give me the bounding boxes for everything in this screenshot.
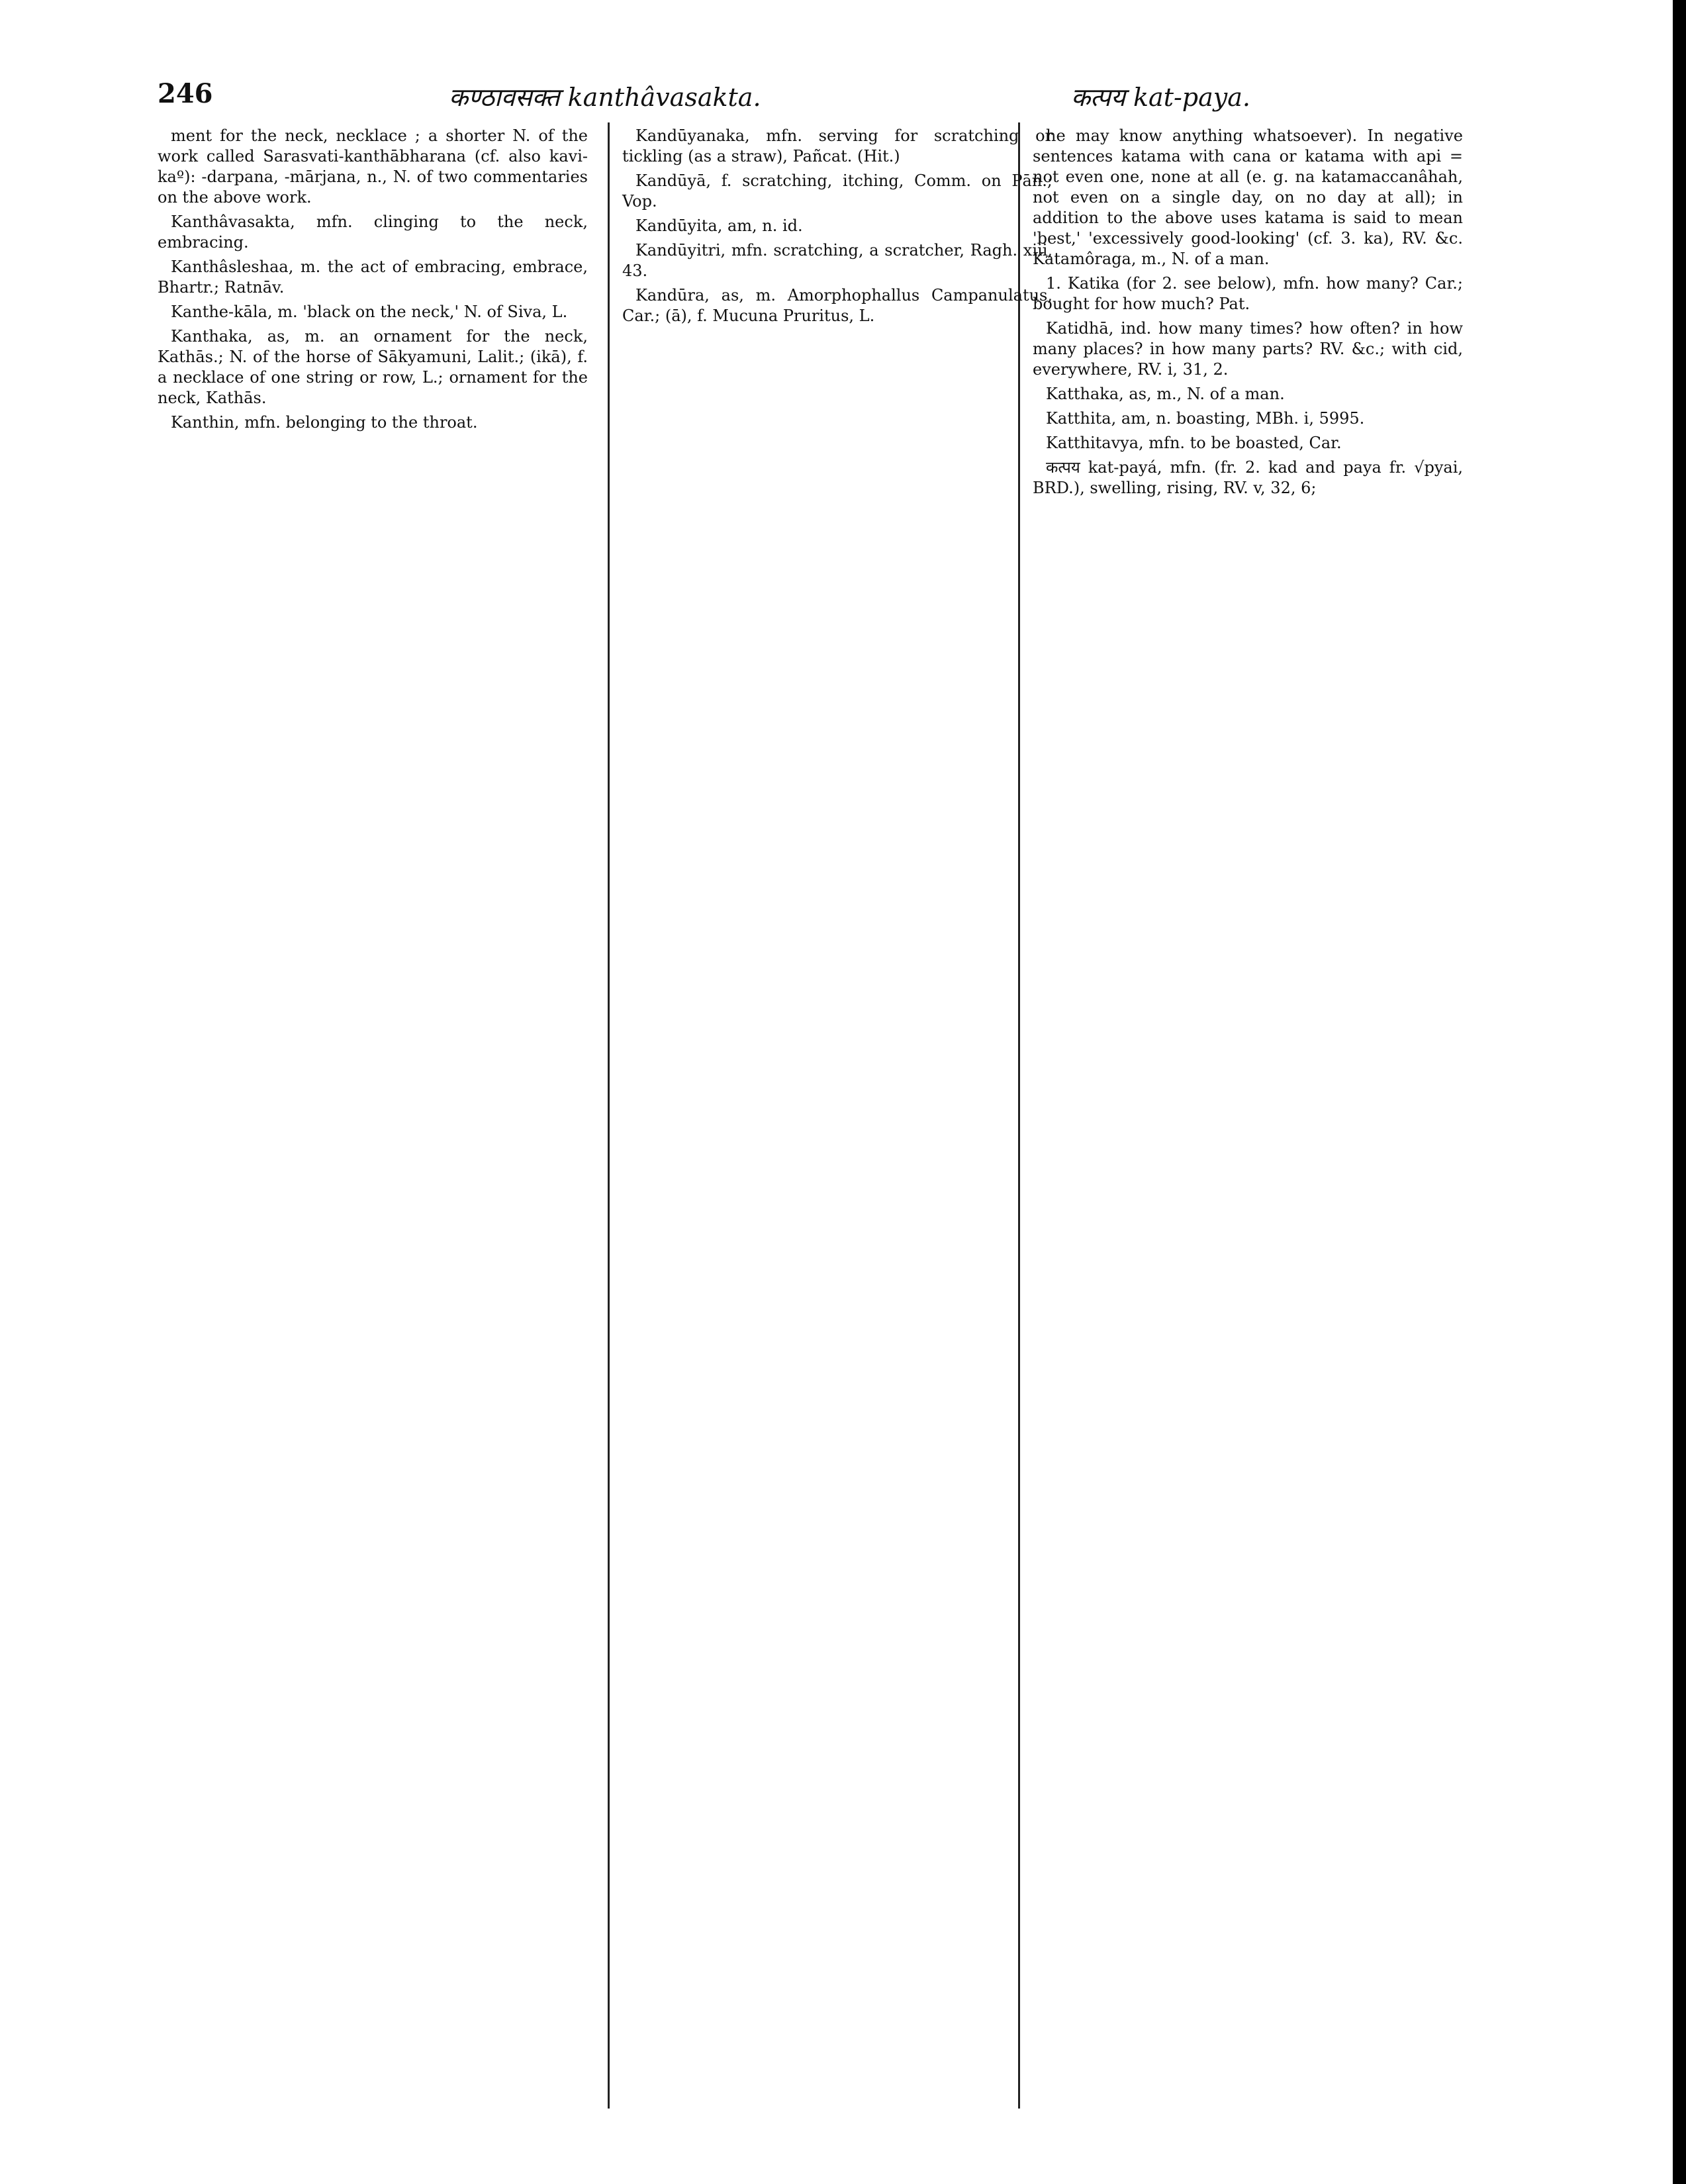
- entry-text: ment for the neck, necklace ; a shorter N. of the work called Sarasvati-kanthābharana (cf. also kavi-kaº): -darpana, -mārjana, n., N. of two commentaries on the above work.: [158, 126, 588, 207]
- entry-text: Kandūyitri, mfn. scratching, a scratcher, Ragh. xiii, 43.: [622, 241, 1053, 280]
- entry-text: Kandūyita, am, n. id.: [635, 216, 803, 235]
- entry-text: Katidhā, ind. how many times? how often? in how many places? in how many parts? RV. &c.; with cid, everywhere, RV. i, 31, 2.: [1033, 319, 1463, 379]
- entry-text: Kanthin, mfn. belonging to the throat.: [171, 413, 478, 432]
- entry-text: Katthitavya, mfn. to be boasted, Car.: [1046, 434, 1342, 452]
- entry-text: कत्पय kat-payá, mfn. (fr. 2. kad and paya fr. √pyai, BRD.), swelling, rising, RV. v, 32, 6;: [1033, 458, 1463, 497]
- column-3: [1033, 126, 1463, 502]
- column-1: [158, 126, 588, 437]
- entry-text: Kandūyā, f. scratching, itching, Comm. on Pān.; Vop.: [622, 171, 1053, 211]
- left-running-head: कण्ठावसक्त kanthâvasakta.: [449, 83, 761, 112]
- entry-text: 1. Katika (for 2. see below), mfn. how many? Car.; bought for how much? Pat.: [1033, 274, 1463, 313]
- column-divider: [608, 122, 610, 2109]
- page-number: 246: [158, 78, 213, 109]
- entry-text: Kandūyanaka, mfn. serving for scratching or tickling (as a straw), Pañcat. (Hit.): [622, 126, 1053, 166]
- column-2: [622, 126, 1053, 330]
- entry-text: Katthita, am, n. boasting, MBh. i, 5995.: [1046, 409, 1365, 428]
- column-divider: [1018, 122, 1020, 2109]
- entry-text: Kanthaka, as, m. an ornament for the neck, Kathās.; N. of the horse of Sākyamuni, Lalit.; (ikā), f. a necklace of one string or row, L.; ornament for the neck, Kathās.: [158, 327, 588, 407]
- right-running-head: कत्पय kat-paya.: [1071, 83, 1250, 112]
- entry-text: Kanthâvasakta, mfn. clinging to the neck, embracing.: [158, 213, 588, 252]
- entry-text: Kanthe-kāla, m. 'black on the neck,' N. of Siva, L.: [171, 303, 568, 321]
- entry-text: Kandūra, as, m. Amorphophallus Campanulatus, Car.; (ā), f. Mucuna Pruritus, L.: [622, 286, 1053, 325]
- entry-text: Kanthâsleshaa, m. the act of embracing, embrace, Bhartr.; Ratnāv.: [158, 258, 588, 297]
- entry-text: Katthaka, as, m., N. of a man.: [1046, 385, 1285, 403]
- page-header: [158, 78, 1528, 118]
- entry-text: he may know anything whatsoever). In negative sentences katama with cana or katama with api = not even one, none at all (e. g. na katamaccanâhah, not even on a single day, on no day at all); in addition to the above uses katama is said to mean 'best,' 'excessively good-looking' (cf. 3. ka), RV. &c. Katamôraga, m., N. of a man.: [1033, 126, 1463, 268]
- scan-edge: [1673, 0, 1686, 2184]
